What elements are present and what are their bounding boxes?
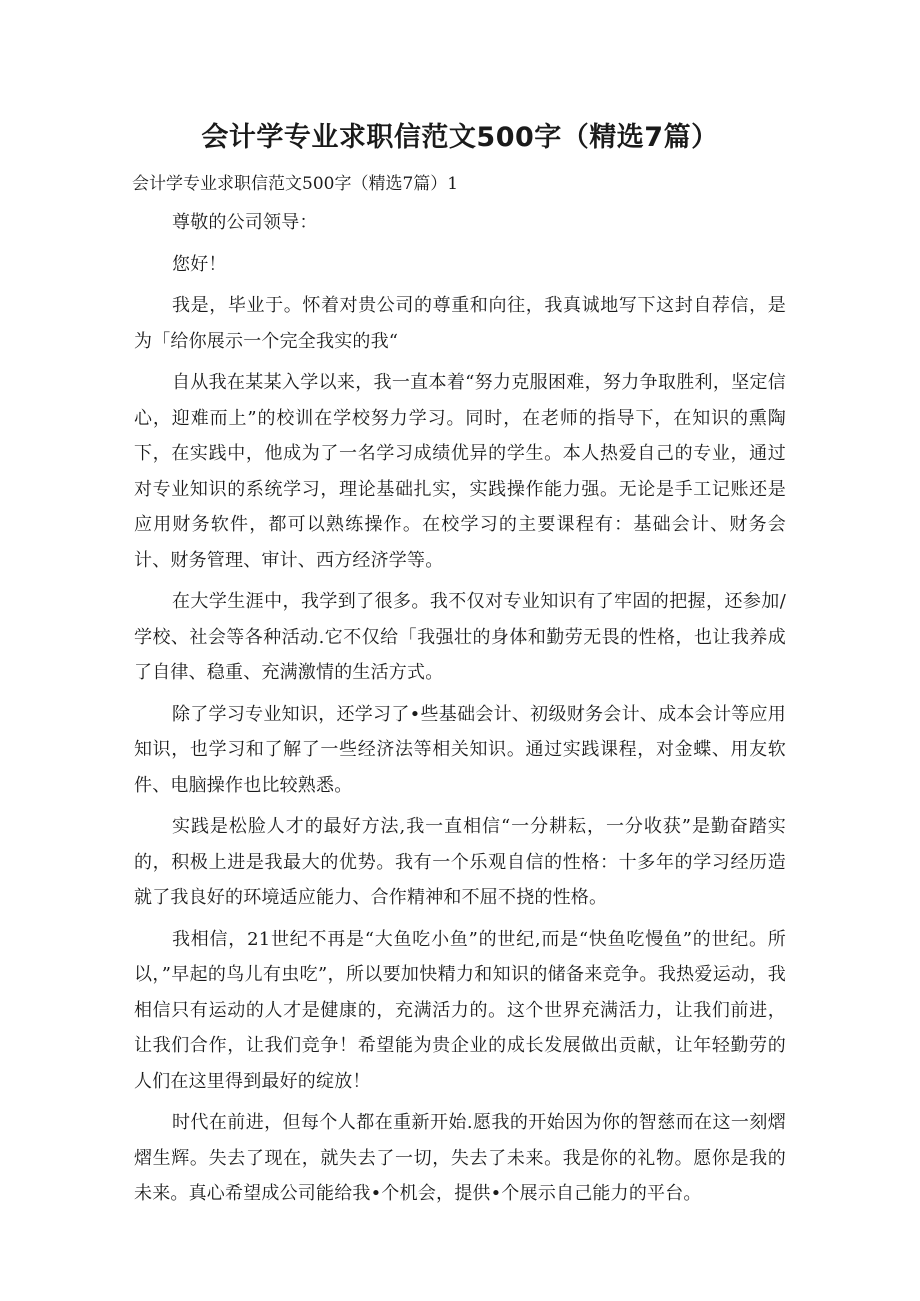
greeting: 您好！ [172,253,227,275]
section-heading: 会计学专业求职信范文500字（精选7篇）1 [132,174,459,194]
paragraph-intro: 我是，毕业于。怀着对贵公司的尊重和向往，我真诚地写下这封自荐信，是为「给你展示一个完全我实的我“ [134,295,786,352]
salutation: 尊敬的公司领导： [172,212,318,233]
letter-body [134,205,786,1218]
paragraph-closing: 时代在前进，但每个人都在重新开始.愿我的开始因为你的智慈而在这一刻熠熠生辉。失去了现在，就失去了一切，失去了未来。我是你的礼物。愿你是我的未来。真心希望成公司能给我•个机会，提供•个展示自己能力的平台。 [134,1112,786,1204]
paragraph-study: 自从我在某某入学以来，我一直本着“努力克服困难，努力争取胜利，坚定信心，迎难而上”的校训在学校努力学习。同时，在老师的指导下，在知识的熏陶下，在实践中，他成为了一名学习成绩优异的学生。本人热爱自己的专业，通过对专业知识的系统学习，理论基础扎实，实践操作能力强。无论是手工记账还是应用财务软件，都可以熟练操作。在校学习的主要课程有：基础会计、财务会计、财务管理、审计、西方经济学等。 [134,372,786,571]
paragraph-extra-knowledge: 除了学习专业知识，还学习了•些基础会计、初级财务会计、成本会计等应用知识，也学习和了解了一些经济法等相关知识。通过实践课程，对金蝶、用友软件、电脑操作也比较熟悉。 [134,703,786,796]
paragraph-college-life: 在大学生涯中，我学到了很多。我不仅对专业知识有了牢固的把握，还参加/学校、社会等各种活动.它不仅给「我强壮的身体和勤劳无畏的性格，也让我养成了自律、稳重、充满激情的生活方式。 [134,591,786,683]
paragraph-belief: 我相信，21世纪不再是“大鱼吃小鱼”的世纪,而是“快鱼吃慢鱼”的世纪。所以，”早起的鸟儿有虫吃”，所以要加快精力和知识的储备来竞争。我热爱运动，我相信只有运动的人才是健康的，充满活力的。这个世界充满活力，让我们前进，让我们合作，让我们竞争！希望能为贵企业的成长发展做出贡献，让年轻勤劳的人们在这里得到最好的绽放！ [134,928,786,1092]
document-title: 会计学专业求职信范文500字（精选7篇） [201,122,719,153]
paragraph-practice: 实践是松脸人才的最好方法,我一直相信“一分耕耘，一分收获”是勤奋踏实的，积极上进是我最大的优势。我有一个乐观自信的性格：十多年的学习经历造就了我良好的环境适应能力、合作精神和不屈不挠的性格。 [134,816,786,908]
